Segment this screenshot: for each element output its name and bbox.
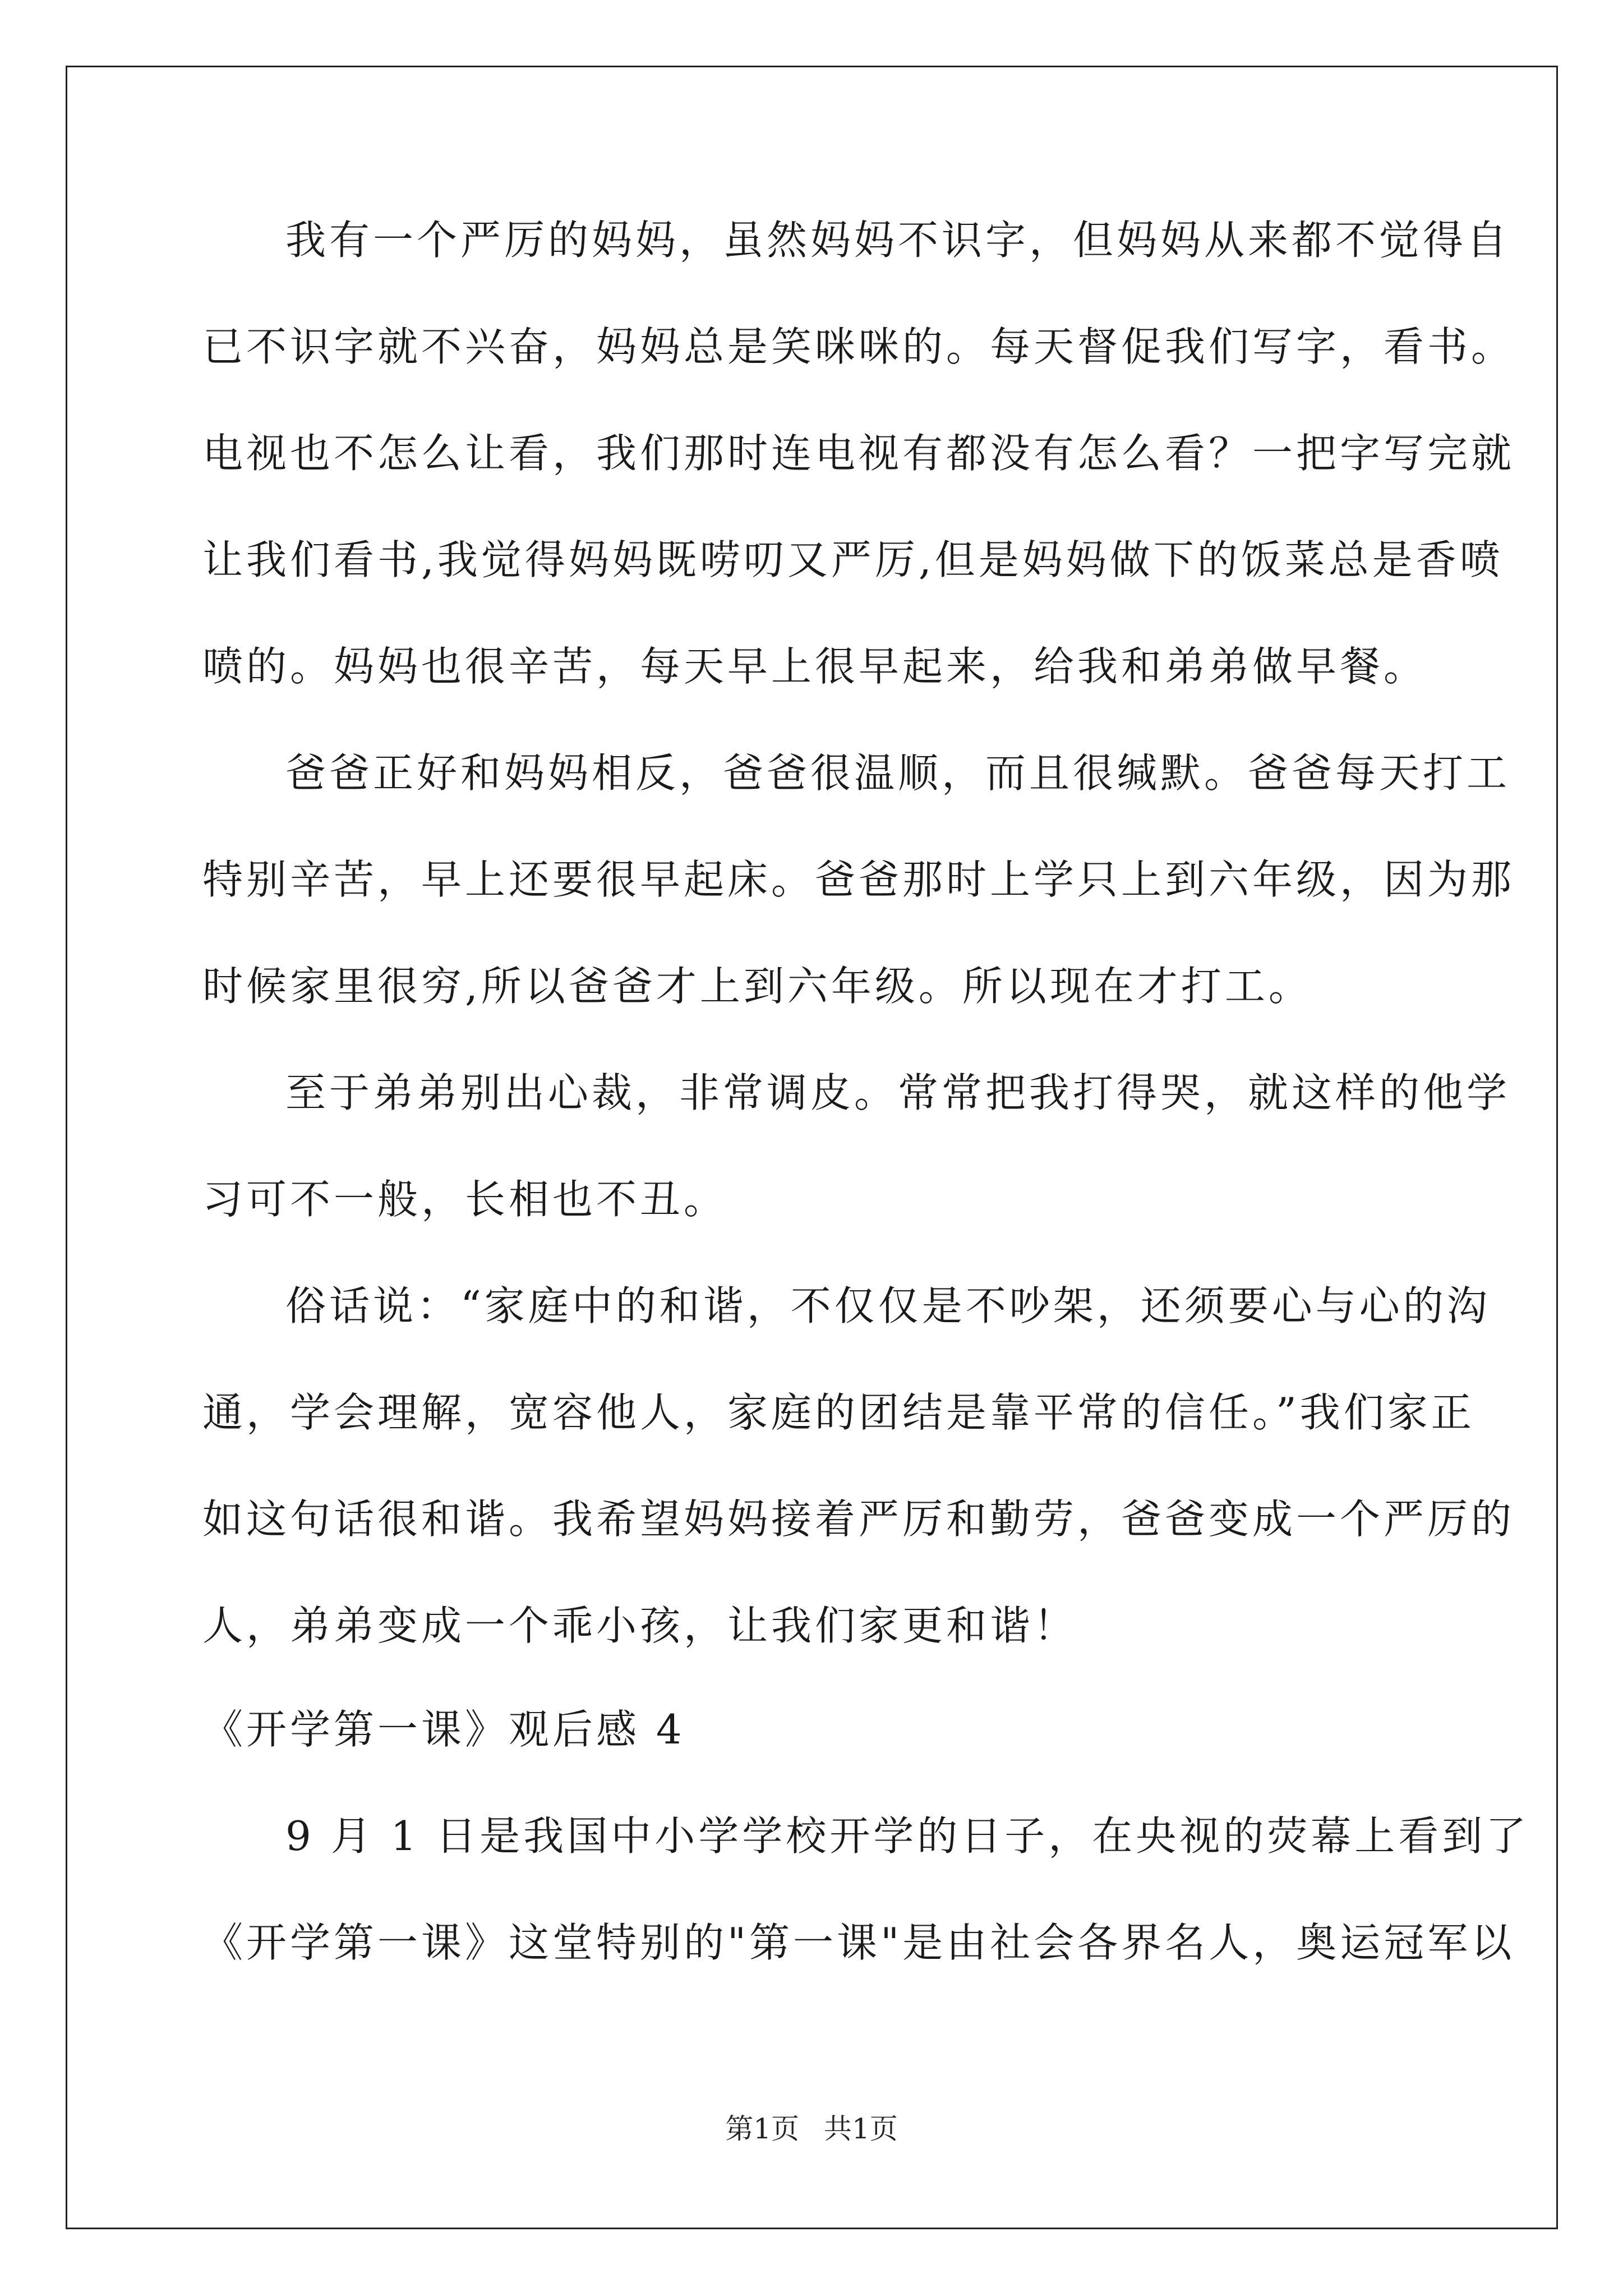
page-number: 第1页 xyxy=(725,2113,800,2145)
text-line: 人，弟弟变成一个乖小孩，让我们家更和谐！ xyxy=(202,1602,1078,1649)
text-line: 通，学会理解，宽容他人，家庭的团结是靠平常的信任。”我们家正 xyxy=(202,1389,1475,1436)
section-heading: 《开学第一课》观后感 4 xyxy=(202,1706,685,1753)
text-line: 9 月 1 日是我国中小学学校开学的日子，在央视的荧幕上看到了 xyxy=(285,1812,1530,1860)
text-line: 让我们看书,我觉得妈妈既唠叨又严厉,但是妈妈做下的饭菜总是香喷 xyxy=(202,536,1504,583)
text-line: 已不识字就不兴奋，妈妈总是笑咪咪的。每天督促我们写字，看书。 xyxy=(202,323,1515,370)
text-line: 爸爸正好和妈妈相反，爸爸很温顺，而且很缄默。爸爸每天打工 xyxy=(285,749,1511,797)
text-line: 我有一个严厉的妈妈，虽然妈妈不识字，但妈妈从来都不觉得自 xyxy=(285,217,1511,264)
text-line: 习可不一般，长相也不丑。 xyxy=(202,1176,728,1223)
page-border xyxy=(66,66,1558,2229)
text-line: 至于弟弟别出心裁，非常调皮。常常把我打得哭，就这样的他学 xyxy=(285,1069,1511,1116)
text-line: 俗话说：“家庭中的和谐，不仅仅是不吵架，还须要心与心的沟 xyxy=(285,1282,1491,1329)
text-line: 特别辛苦，早上还要很早起床。爸爸那时上学只上到六年级，因为那 xyxy=(202,856,1515,903)
text-line: 如这句话很和谐。我希望妈妈接着严厉和勤劳，爸爸变成一个严厉的 xyxy=(202,1496,1515,1543)
page-total: 共1页 xyxy=(823,2113,898,2145)
text-line: 《开学第一课》这堂特别的"第一课"是由社会各界名人，奥运冠军以 xyxy=(202,1919,1515,1966)
page-footer xyxy=(0,2112,1623,2146)
text-line: 电视也不怎么让看，我们那时连电视有都没有怎么看？一把字写完就 xyxy=(202,430,1515,477)
text-line: 喷的。妈妈也很辛苦，每天早上很早起来，给我和弟弟做早餐。 xyxy=(202,643,1428,690)
text-line: 时候家里很穷,所以爸爸才上到六年级。所以现在才打工。 xyxy=(202,963,1312,1010)
